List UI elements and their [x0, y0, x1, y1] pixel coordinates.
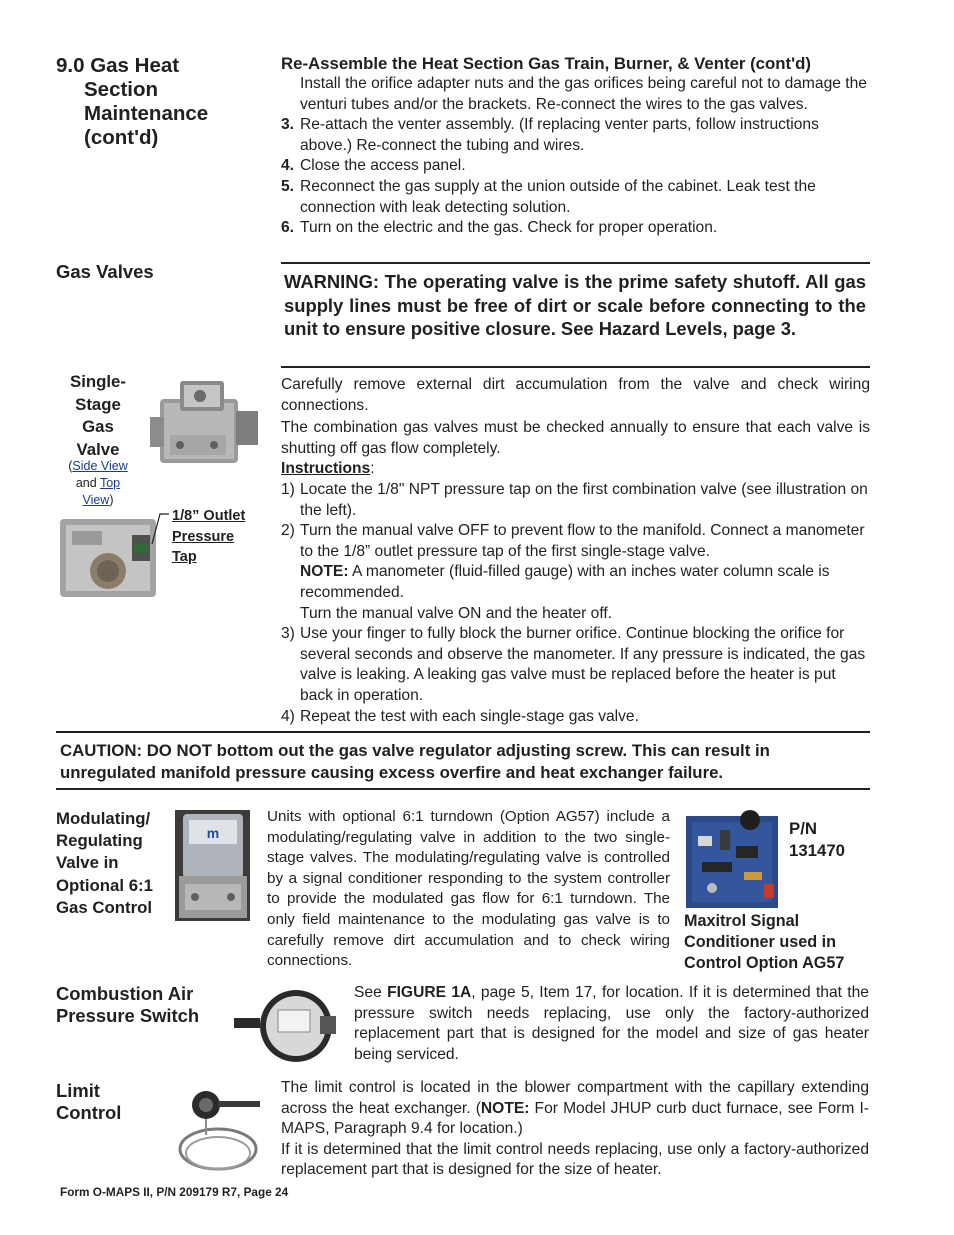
- instruction-note: NOTE: A manometer (fluid-filled gauge) with an inches water column scale is recommended.: [300, 563, 830, 601]
- modulating-heading: Modulating/ Regulating Valve in Optional 6:1 Gas Control: [56, 809, 153, 917]
- figure-1a-ref: FIGURE 1A: [387, 984, 472, 1001]
- outlet-tap-label: 1/8” Outlet Pressure Tap: [172, 508, 246, 565]
- pressure-switch-photo: [234, 986, 338, 1066]
- callout-line: [148, 510, 170, 546]
- caution-rule-top: [56, 731, 870, 733]
- modulating-text: Units with optional 6:1 turndown (Option AG57) include a modulating/regulating valve in addition to the two single-stage valves. The modulating/regulating valve is controlled by a signal conditioner responding to the system controller to provide the modulated gas flow for 6:1 turndown. The only field maintenance to the modulating gas valve is to carefully remove dirt accumulation and to check wiring connections.: [267, 808, 670, 970]
- step-3: 3. Re-attach the venter assembly. (If replacing venter parts, follow instructions above.) Re-connect the tubing and wires.: [281, 116, 819, 154]
- step-5: 5. Reconnect the gas supply at the union outside of the cabinet. Leak test the connection with leak detecting solution.: [281, 177, 816, 216]
- top-view-link[interactable]: Top: [99, 476, 121, 490]
- caution-rule-bottom: [56, 788, 870, 790]
- instruction-3: 3) Use your finger to fully block the burner orifice. Continue blocking the orifice for several seconds and observe the manometer. If any pressure is indicated, the gas valve is leaking. A leaking gas valve must be replaced before the heater is put back in operation.: [281, 625, 866, 704]
- view-link[interactable]: View: [82, 493, 110, 507]
- instruction-1: 1) Locate the 1/8" NPT pressure tap on the first combination valve (see illustration on the left).: [281, 480, 868, 519]
- step-4: 4. Close the access panel.: [281, 157, 466, 175]
- svg-text:m: m: [206, 825, 220, 841]
- caution-box: CAUTION: DO NOT bottom out the gas valve regulator adjusting screw. This can result in unregulated manifold pressure causing excess overfire and heat exchanger failure.: [60, 741, 770, 782]
- limit-heading: Limit Control: [56, 1080, 122, 1123]
- pressure-tap-photo: [58, 513, 160, 601]
- instruction-2b: Turn the manual valve ON and the heater off.: [300, 604, 613, 622]
- part-number: P/N 131470: [789, 819, 845, 860]
- page-footer: Form O-MAPS II, P/N 209179 R7, Page 24: [60, 1185, 289, 1199]
- gas-valve-photo: [150, 377, 262, 473]
- instruction-4: 4) Repeat the test with each single-stage gas valve.: [281, 707, 639, 725]
- combustion-text: See FIGURE 1A, page 5, Item 17, for location. If it is determined that the pressure switch needs replacing, use only the factory-authorized replacement part that is designed for the model and size of gas heater being serviced.: [354, 984, 869, 1063]
- instruction-2: 2) Turn the manual valve OFF to prevent flow to the manifold. Connect a manometer to the 1/8” outlet pressure tap of the first single-stage valve.: [281, 522, 865, 560]
- limit-control-photo: [174, 1083, 264, 1183]
- gas-valves-heading: Gas Valves: [56, 261, 154, 282]
- gas-valves-body: Carefully remove external dirt accumulation from the valve and check wiring connections. The combination gas valves must be checked annually to ensure that each valve is shutting off gas flow completely. Instructions: 1) Locate the 1/8" NPT pressure tap on the first combination valve (see illustration on the left). 2) Turn the manual valve OFF to prevent flow to the manifold. Connect a manometer to the 1/8” outlet pressure tap of the first single-stage valve. NOTE: A manometer (fluid-filled gauge) with an inches water column scale is recommended. Turn the manual valve ON and the heater off. 3) Use your finger to fully block the burner orifice. Continue blocking the orifice for several seconds and observe the manometer. If any pressure is indicated, the gas valve is leaking. A leaking gas valve must be replaced before the heater is put back in operation. 4) Repeat the test with each single-stage gas valve.: [281, 375, 870, 727]
- limit-text: The limit control is located in the blower compartment with the capillary extending across the heat exchanger. (NOTE: For Model JHUP curb duct furnace, see Form I-MAPS, Paragraph 9.4 for location.) If it is determined that the limit control needs replacing, use only a factory-authorized replacement part that is designed for the size of heater.: [281, 1079, 869, 1179]
- side-view-link[interactable]: Side View: [72, 459, 128, 473]
- signal-conditioner-caption: Maxitrol Signal Conditioner used in Control Option AG57: [684, 912, 845, 972]
- warning-rule-bottom: [281, 366, 870, 368]
- instructions-label: Instructions:: [281, 460, 375, 478]
- step-6: 6. Turn on the electric and the gas. Check for proper operation.: [281, 219, 718, 237]
- reassemble-intro: Install the orifice adapter nuts and the gas orifices being careful not to damage the venturi tubes and/or the brackets. Re-connect the wires to the gas valves.: [300, 75, 867, 113]
- reassemble-heading: Re-Assemble the Heat Section Gas Train, Burner, & Venter (cont'd): [281, 54, 811, 73]
- single-stage-label: Single- Stage Gas Valve: [70, 372, 126, 459]
- section-title: 9.0 Gas Heat Section Maintenance (cont'd): [56, 54, 209, 149]
- combustion-heading: Combustion Air Pressure Switch: [56, 983, 200, 1026]
- modulating-valve-photo: [175, 810, 250, 921]
- reassemble-section: [281, 53, 871, 239]
- warning-box: WARNING: The operating valve is the prime safety shutoff. All gas supply lines must be free of dirt or scale before connecting to the unit to ensure positive closure. See Hazard Levels, page 3.: [284, 271, 866, 339]
- signal-conditioner-photo: [684, 806, 780, 910]
- view-links: (Side View and Top View): [68, 459, 128, 507]
- warning-rule-top: [281, 262, 870, 264]
